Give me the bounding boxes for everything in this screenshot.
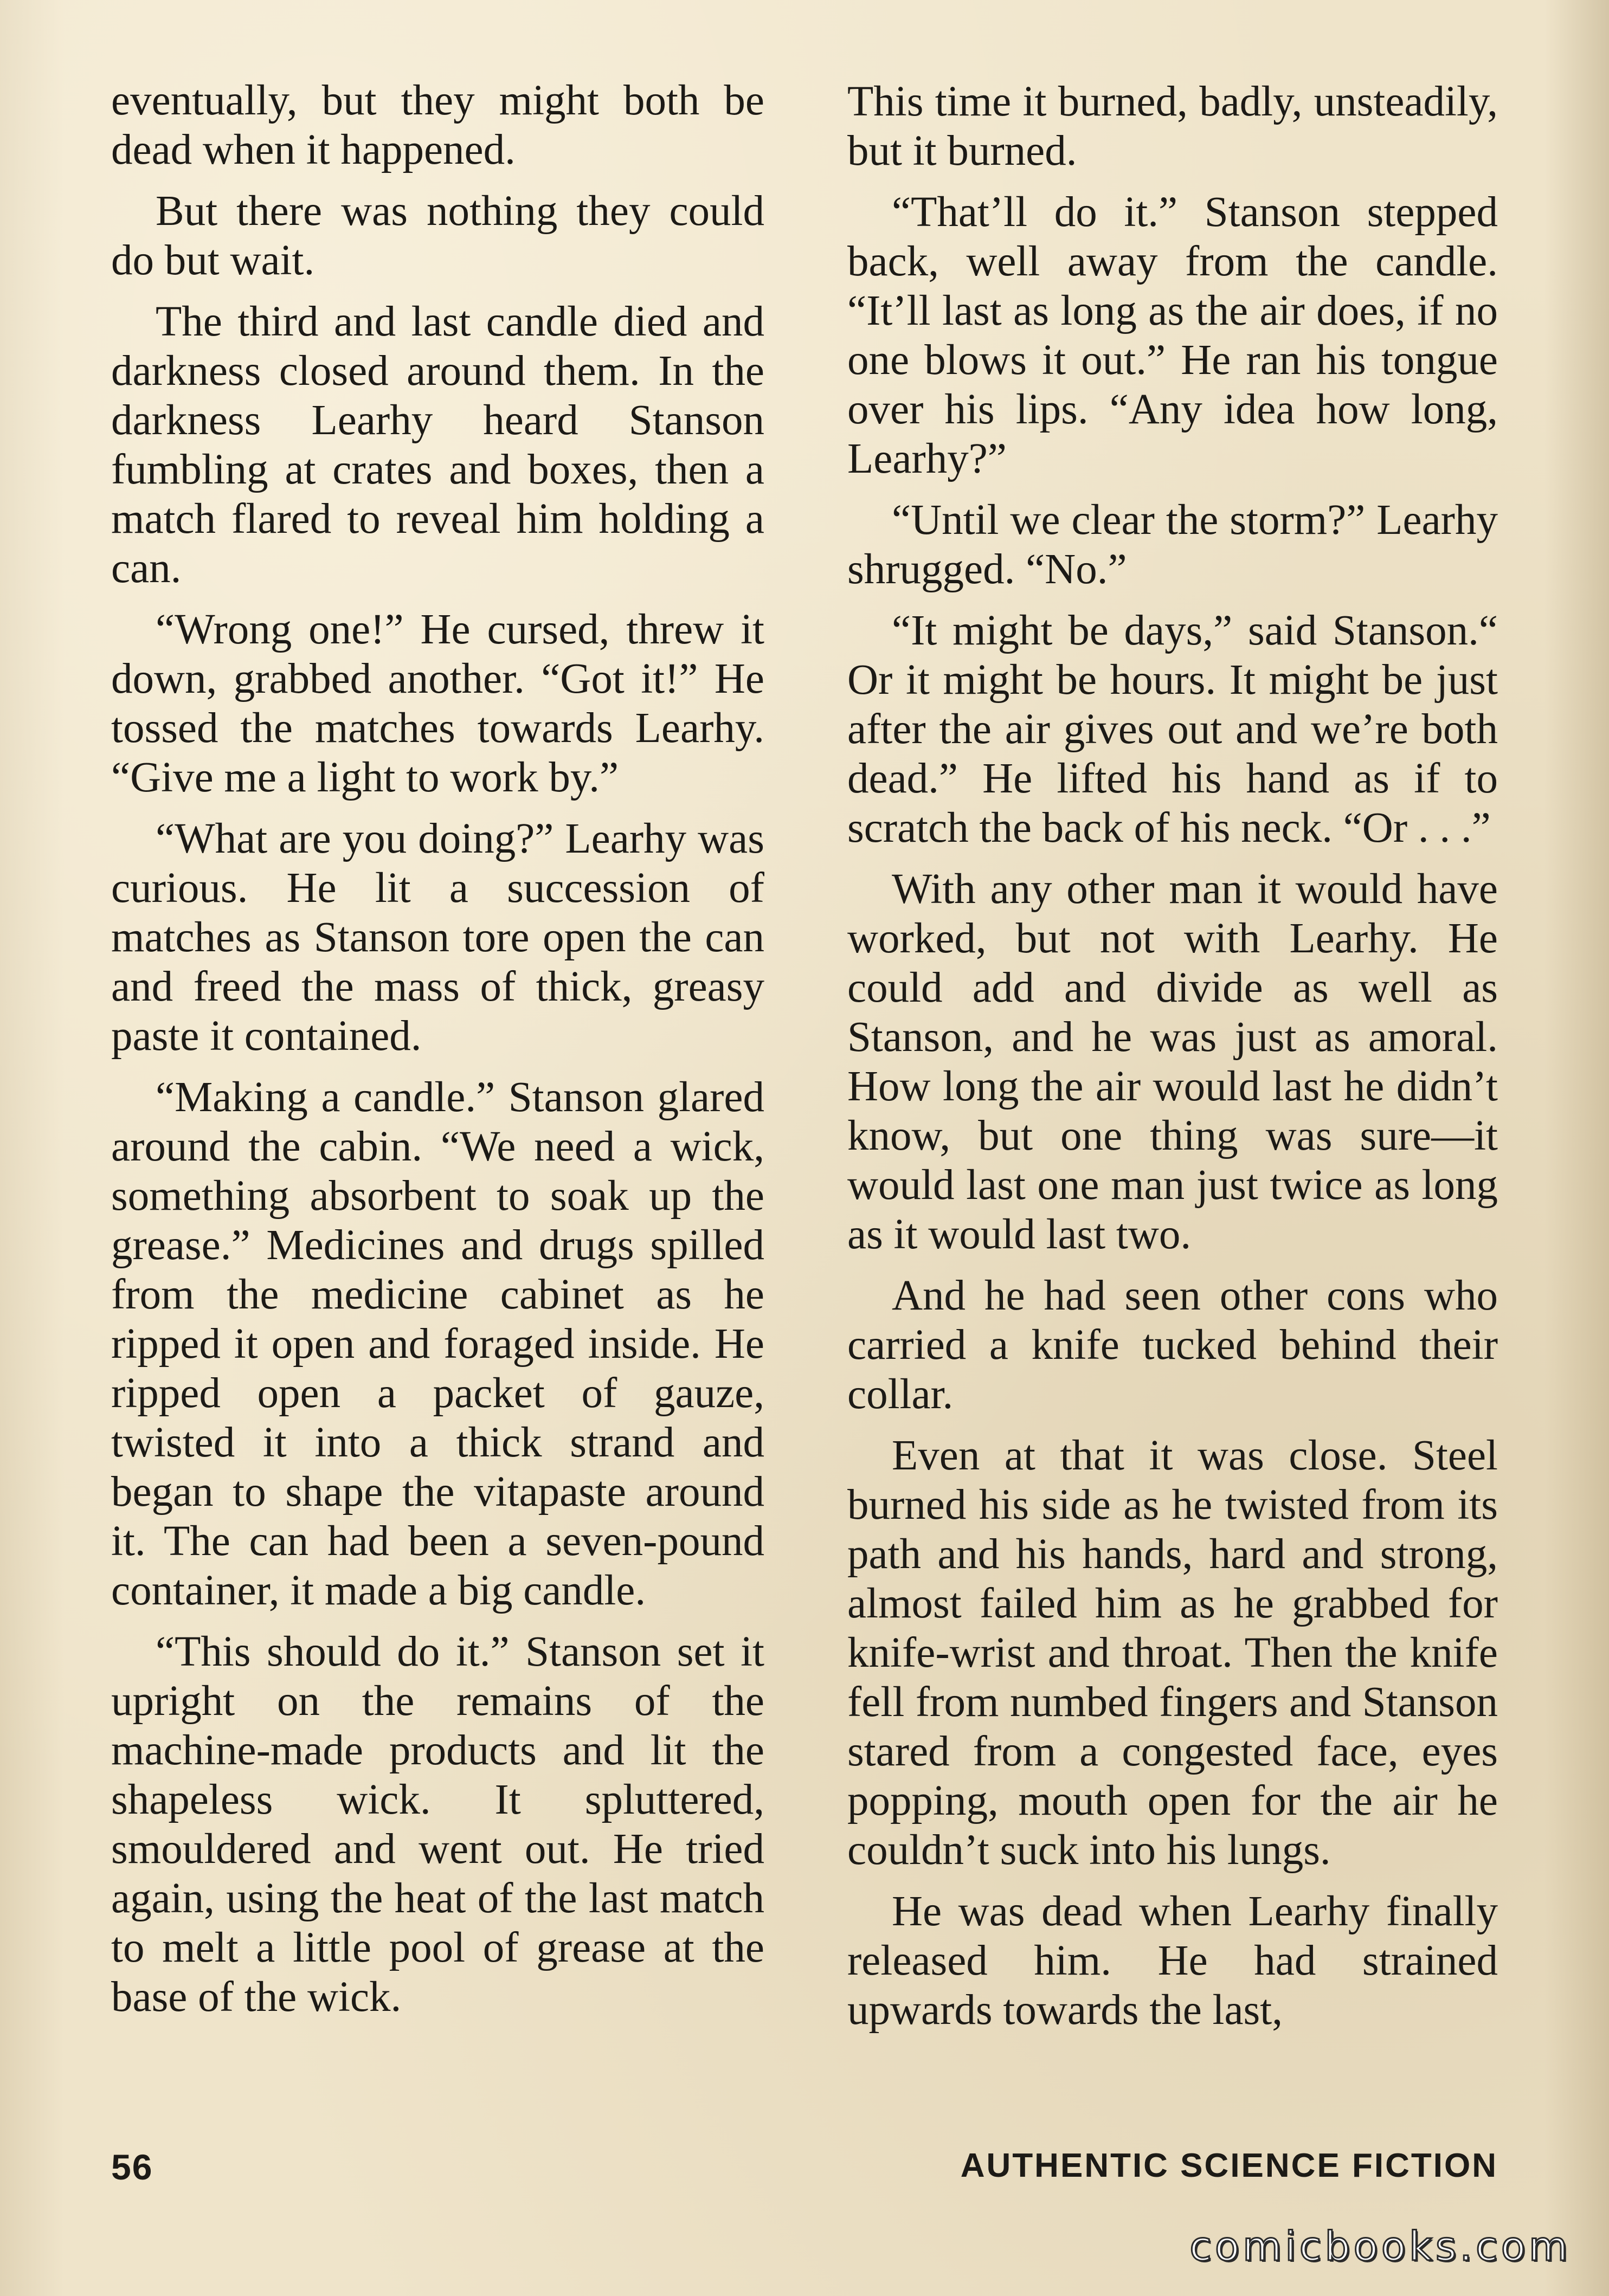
paragraph: “That’ll do it.” Stanson stepped back, well away from the candle. “It’ll last as long as the air does, if no one blows it out.” He ran his tongue over his lips. “Any idea how long, Learhy?” bbox=[847, 189, 1498, 482]
paragraph: This time it burned, badly, unsteadily, but it burned. bbox=[847, 78, 1498, 175]
paragraph: The third and last candle died and darkness closed around them. In the darkness Learhy heard Stanson fumbling at crates and boxes, then a match flared to reveal him holding a can. bbox=[111, 298, 764, 592]
paragraph: And he had seen other cons who carried a knife tucked behind their collar. bbox=[847, 1272, 1498, 1418]
paragraph: eventually, but they might both be dead when it happened. bbox=[111, 77, 764, 173]
watermark-text: comicbooks.com bbox=[1189, 2223, 1571, 2270]
paragraph: “This should do it.” Stanson set it upright on the remains of the machine-made products and lit the shapeless wick. It spluttered, smouldered and went out. He tried again, using the heat of the last match to melt a little pool of grease at the base of the wick. bbox=[111, 1628, 764, 2021]
paragraph: With any other man it would have worked, but not with Learhy. He could add and divide as well as Stanson, and he was just as amoral. How long the air would last he didn’t know, but one thing was sure—it would last one man just twice as long as it would last two. bbox=[847, 866, 1498, 1258]
paragraph: “Until we clear the storm?” Learhy shrugged. “No.” bbox=[847, 496, 1498, 593]
paragraph: Even at that it was close. Steel burned his side as he twisted from its path and his hands, hard and strong, almost failed him as he grabbed for knife-wrist and throat. Then the knife fell from numbed fingers and Stanson stared from a congested face, eyes popping, mouth open for the air he couldn’t suck into his lungs. bbox=[847, 1432, 1498, 1874]
page-footer bbox=[111, 2146, 1498, 2195]
paragraph: “What are you doing?” Learhy was curious. He lit a succession of matches as Stanson tore open the can and freed the mass of thick, greasy paste it contained. bbox=[111, 815, 764, 1060]
running-title: AUTHENTIC SCIENCE FICTION bbox=[960, 2147, 1498, 2184]
right-text-column bbox=[847, 77, 1498, 2047]
paragraph: “Wrong one!” He cursed, threw it down, grabbed another. “Got it!” He tossed the matches towards Learhy. “Give me a light to work by.” bbox=[111, 606, 764, 801]
paragraph: But there was nothing they could do but wait. bbox=[111, 188, 764, 284]
paragraph: “It might be days,” said Stanson.“ Or it might be hours. It might be just after the air gives out and we’re both dead.” He lifted his hand as if to scratch the back of his neck. “Or . . .” bbox=[847, 607, 1498, 852]
paragraph: “Making a candle.” Stanson glared around the cabin. “We need a wick, something absorbent to soak up the grease.” Medicines and drugs spilled from the medicine cabinet as he ripped it open and foraged inside. He ripped open a packet of gauze, twisted it into a thick strand and began to shape the vitapaste around it. The can had been a seven-pound container, it made a big candle. bbox=[111, 1074, 764, 1614]
page-number: 56 bbox=[111, 2147, 153, 2187]
left-text-column bbox=[111, 76, 764, 2034]
paragraph: He was dead when Learhy finally released him. He had strained upwards towards the last, bbox=[847, 1888, 1498, 2034]
